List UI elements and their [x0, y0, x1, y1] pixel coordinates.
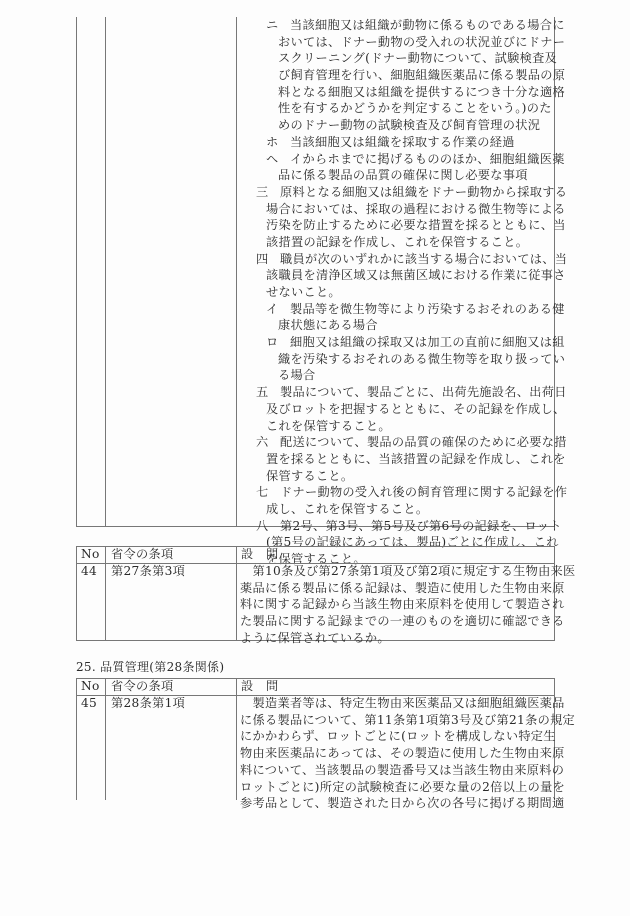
row-article: 第28条第1項	[111, 696, 186, 710]
item-marker: 六	[256, 435, 269, 450]
item-marker: ニ	[266, 18, 279, 32]
column-divider-2	[236, 678, 237, 800]
question-line: 料に関する記録から当該生物由来原料を使用して製造され	[240, 597, 565, 612]
row-no: 45	[81, 696, 98, 710]
table-item-44	[76, 546, 576, 645]
question-line: に係る製品について、第11条第1項第3号及び第21条の規定	[240, 712, 576, 727]
item-text: 康状態にある場合	[278, 318, 378, 333]
list-item-line	[240, 418, 550, 435]
item-text: スクリーニング(ドナー動物について、試験検査及	[278, 51, 558, 66]
item-marker: 四	[256, 251, 269, 266]
question-line: 薬品に係る製品に係る記録は、製造に使用した生物由来原	[240, 580, 565, 595]
list-item-line	[240, 367, 550, 384]
item-text: 汚染を防止するために必要な措置を採るとともに、当	[266, 218, 566, 233]
table-item-45	[76, 678, 576, 811]
question-line: た製品に関する記録までの一連のものを適切に確認できる	[240, 614, 565, 629]
list-item-line	[240, 84, 565, 101]
header-no: No	[81, 547, 100, 561]
item-text: 製品について、製品ごとに、出荷先施設名、出荷日	[280, 385, 567, 400]
question-line: ロットごとに)所定の試験検査に必要な量の2倍以上の量を	[240, 779, 566, 794]
question-line: ように保管されているか。	[240, 630, 390, 645]
item-text: 原料となる細胞又は組織をドナー動物から採取する	[280, 184, 568, 199]
list-item-line	[240, 468, 550, 485]
list-item-line	[240, 67, 566, 84]
list-item-line	[240, 334, 565, 351]
row-question	[240, 695, 575, 812]
item-marker: 七	[256, 485, 269, 500]
list-item-line	[240, 184, 568, 201]
item-marker: イ	[266, 301, 279, 316]
header-article: 省令の条項	[111, 547, 174, 561]
column-divider-2	[236, 17, 237, 527]
question-line: 物由来医薬品にあっては、その製造に使用した生物由来原	[240, 746, 565, 761]
item-text: 該措置の記録を作成し、これを保管すること。	[266, 234, 529, 249]
list-item-line	[240, 251, 568, 268]
header-question: 設 問	[241, 547, 279, 561]
item-marker: 五	[256, 385, 269, 400]
item-marker: ホ	[266, 134, 279, 149]
header-article: 省令の条項	[111, 679, 174, 693]
item-text: めのドナー動物の試験検査及び飼育管理の状況	[278, 118, 541, 133]
list-item-line	[240, 434, 567, 451]
item-text: ドナー動物の受入れ後の飼育管理に関する記録を作	[280, 485, 568, 500]
question-line: 製造業者等は、特定生物由来医薬品又は細胞組織医薬品	[240, 696, 565, 710]
item-marker: ロ	[266, 335, 279, 350]
list-item-line	[240, 301, 565, 318]
column-divider-1	[105, 17, 106, 527]
list-item-line	[240, 484, 568, 501]
list-item-line	[240, 384, 567, 401]
question-cell-continued	[240, 17, 568, 568]
border-left	[76, 17, 77, 527]
item-text: 職員が次のいずれかに該当する場合においては、当	[280, 251, 568, 266]
list-item-line	[240, 234, 550, 251]
item-text: 当該細胞又は組織を採取する作業の経過	[290, 134, 515, 149]
list-item-line	[240, 117, 550, 134]
list-item-line	[240, 100, 550, 117]
question-line: にかかわらず、ロットごとに(ロットを構成しない特定生	[240, 729, 556, 744]
list-item-line	[240, 34, 566, 51]
item-text: 及びロットを把握するとともに、その記録を作成し、	[266, 401, 566, 416]
section-heading-25: 25. 品質管理(第28条関係)	[76, 660, 225, 674]
border-left	[76, 678, 77, 800]
list-item-line	[240, 201, 566, 218]
item-text: 性を有するかどうかを判定することをいう。)のた	[278, 101, 552, 116]
item-text: 製品等を微生物等により汚染するおそれのある健	[290, 301, 565, 316]
item-text: 保管すること。	[266, 468, 354, 483]
item-text: る場合	[278, 368, 316, 383]
border-left	[76, 546, 77, 641]
row-no: 44	[81, 564, 98, 578]
header-question: 設 問	[241, 679, 279, 693]
item-text: おいては、ドナー動物の受入れの状況並びにドナー	[278, 34, 566, 49]
list-item-line	[240, 50, 558, 67]
row-question	[240, 563, 576, 647]
list-item-line	[240, 451, 566, 468]
list-item-line	[240, 217, 566, 234]
list-item-line	[240, 317, 550, 334]
item-text: イからホまでに掲げるもののほか、細胞組織医薬	[290, 151, 565, 166]
item-text: を保管すること。	[266, 552, 366, 566]
item-text: 成し、これを保管すること。	[266, 501, 429, 516]
list-item-line	[240, 351, 566, 368]
item-text: 配送について、製品の品質の確保のために必要な措	[280, 435, 567, 450]
item-text: び飼育管理を行い、細胞組織医薬品に係る製品の原	[278, 68, 566, 83]
list-item-line	[240, 401, 566, 418]
item-text: 細胞又は組織の採取又は加工の直前に細胞又は組	[290, 335, 565, 350]
item-text: 第2号、第3号、第5号及び第6号の記録を、ロット	[280, 518, 562, 533]
item-marker: 三	[256, 184, 269, 199]
list-item-line	[240, 501, 550, 518]
item-text: これを保管すること。	[266, 418, 391, 433]
list-item-line	[240, 134, 550, 151]
item-text: 場合においては、採取の過程における微生物等による	[266, 201, 566, 216]
item-text: 当該細胞又は組織が動物に係るものである場合に	[290, 18, 565, 32]
list-item-line	[240, 167, 550, 184]
question-line: 第10条及び第27条第1項及び第2項に規定する生物由来医	[240, 564, 576, 578]
item-text: (第5号の記録にあっては、製品)ごとに作成し、これ	[266, 535, 559, 550]
item-text: 置を採るとともに、当該措置の記録を作成し、これを	[266, 451, 566, 466]
item-text: せないこと。	[266, 285, 341, 299]
list-item-line	[240, 284, 550, 301]
question-line: 参考品として、製造された日から次の各号に掲げる期間適	[240, 796, 565, 811]
column-divider-1	[105, 678, 106, 800]
row-article: 第27条第3項	[111, 564, 186, 578]
item-marker: ヘ	[266, 151, 279, 166]
item-text: 織を汚染するおそれのある微生物等を取り扱ってい	[278, 351, 566, 366]
list-item-line	[240, 267, 566, 284]
question-line: 料について、当該製品の製造番号又は当該生物由来原料の	[240, 762, 565, 777]
list-item-line	[240, 17, 565, 34]
column-divider-2	[236, 546, 237, 641]
header-no: No	[81, 679, 100, 693]
item-text: 品に係る製品の品質の確保に関し必要な事項	[278, 168, 528, 183]
item-text: 料となる細胞又は組織を提供するにつき十分な適格	[278, 84, 565, 99]
column-divider-1	[105, 546, 106, 641]
list-item-line	[240, 151, 565, 168]
item-text: 該職員を清浄区域又は無菌区域における作業に従事さ	[266, 268, 566, 283]
item-marker: 八	[256, 518, 269, 533]
list-item-line	[240, 518, 562, 535]
